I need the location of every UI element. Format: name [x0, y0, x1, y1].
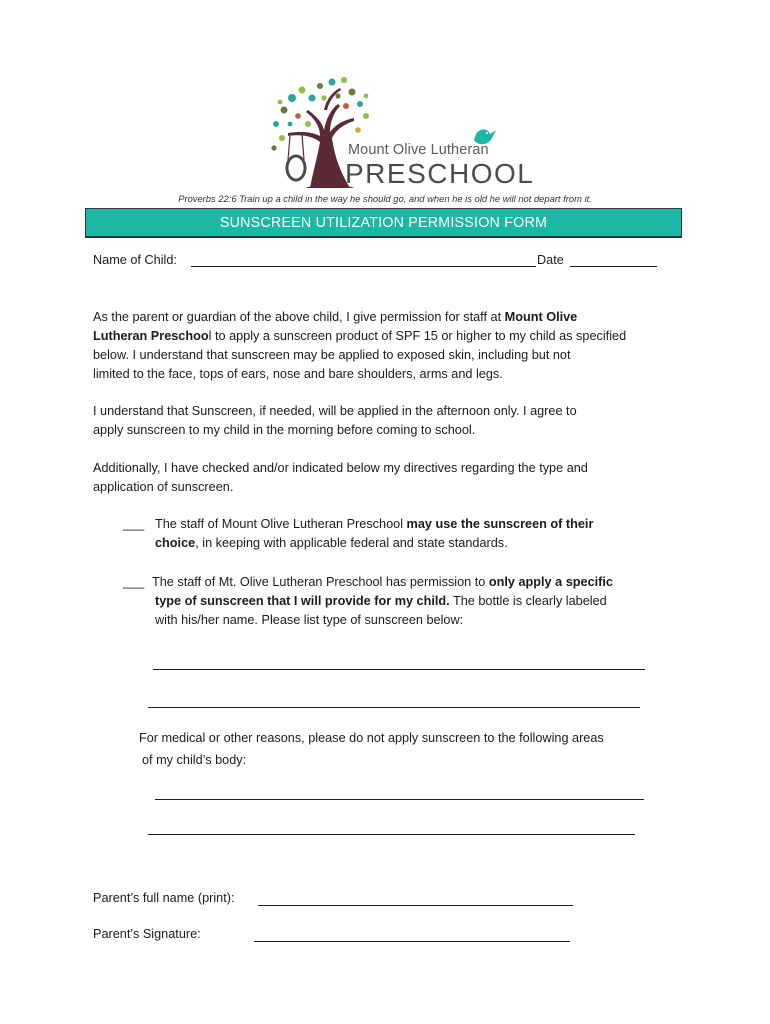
option1-line2: choice, in keeping with applicable federal and state standards. [155, 536, 508, 550]
para2-line2: apply sunscreen to my child in the morning before coming to school. [93, 423, 476, 437]
medical-line1: For medical or other reasons, please do not apply sunscreen to the following areas [139, 731, 604, 745]
option1-line1: The staff of Mount Olive Lutheran Preschool may use the sunscreen of their [155, 517, 594, 531]
logo-school-name-bottom: PRESCHOOL [345, 158, 535, 189]
parent-signature-label: Parent’s Signature: [93, 927, 201, 941]
name-of-child-field[interactable] [191, 266, 536, 267]
date-field[interactable] [570, 266, 657, 267]
excluded-areas-field-1[interactable] [155, 799, 644, 800]
sunscreen-type-field-1[interactable] [153, 669, 645, 670]
parent-name-field[interactable] [258, 905, 573, 906]
form-title-bar [85, 208, 682, 238]
para2-line1: I understand that Sunscreen, if needed, will be applied in the afternoon only. I agree to [93, 404, 577, 418]
option2-checkbox-blank[interactable]: ___ [123, 575, 145, 589]
para1-line4: limited to the face, tops of ears, nose and bare shoulders, arms and legs. [93, 367, 503, 381]
para3-line2: application of sunscreen. [93, 480, 234, 494]
medical-line2: of my child’s body: [142, 753, 247, 767]
parent-name-label: Parent’s full name (print): [93, 891, 235, 905]
bible-verse: Proverbs 22:6 Train up a child in the way he should go, and when he is old he will not depart from it. [178, 193, 592, 204]
parent-signature-field[interactable] [254, 941, 570, 942]
logo-school-name-top: Mount Olive Lutheran [348, 142, 489, 158]
form-title: SUNSCREEN UTILIZATION PERMISSION FORM [219, 215, 548, 231]
excluded-areas-field-2[interactable] [148, 834, 635, 835]
option2-line2: type of sunscreen that I will provide for my child. The bottle is clearly labeled [155, 594, 607, 608]
para3-line1: Additionally, I have checked and/or indicated below my directives regarding the type and [93, 461, 588, 475]
name-of-child-label: Name of Child: [93, 253, 177, 267]
option2-line1: The staff of Mt. Olive Lutheran Preschool has permission to only apply a specific [152, 575, 613, 589]
para1-line3: below. I understand that sunscreen may be applied to exposed skin, including but not [93, 348, 571, 362]
sunscreen-type-field-2[interactable] [148, 707, 640, 708]
option2-line3: with his/her name. Please list type of sunscreen below: [155, 613, 464, 627]
option1-checkbox-blank[interactable]: ___ [123, 517, 145, 531]
date-label: Date [537, 253, 564, 267]
para1-line1: As the parent or guardian of the above child, I give permission for staff at Mount Olive [93, 310, 578, 324]
para1-line2: Lutheran Preschool to apply a sunscreen product of SPF 15 or higher to my child as specified [93, 329, 627, 343]
